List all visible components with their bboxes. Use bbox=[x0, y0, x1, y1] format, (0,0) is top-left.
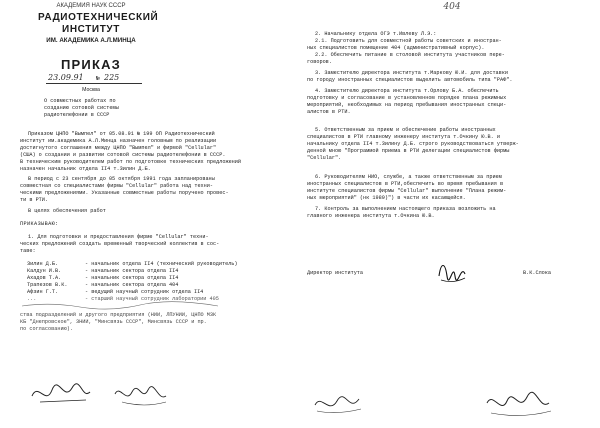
staff-name: Трапезов В.К. bbox=[27, 282, 68, 288]
paragraph-line: Приказом ЦНПО "Вымпел" от 05.08.91 № 199 ОП Радиотехнический bbox=[28, 131, 215, 137]
number-handwritten: 225 bbox=[104, 73, 120, 82]
item1-line: 1. Для подготовки и предоставления фирме "Cellular" техни- bbox=[28, 234, 209, 240]
right-line: алистов в РТИ. bbox=[307, 109, 351, 115]
paragraph-line: ческими предложениями. Указанные совместные работы поручено провес- bbox=[20, 190, 229, 196]
staff-row bbox=[27, 268, 178, 275]
right-line: ных мероприятий" (нк 1989)") в части их касающейся. bbox=[307, 195, 466, 201]
right-line: говоров. bbox=[307, 59, 332, 65]
paragraph-line: институт им.академика А.Л.Минца назначен головным по реализации bbox=[20, 138, 217, 144]
subject-line-1: созданию сотовой системы bbox=[44, 105, 119, 111]
signature-name: В.К.Слока bbox=[523, 270, 552, 276]
date-handwritten: 23.09.91 bbox=[48, 73, 84, 82]
staff-row bbox=[27, 261, 238, 268]
staff-role: - старший научный сотрудник лаборатории 405 bbox=[85, 296, 219, 302]
staff-name: Ахадов Т.А. bbox=[27, 275, 62, 281]
right-line: 7. Контроль за выполнением настоящего приказа возложить на bbox=[315, 206, 496, 212]
staff-row bbox=[27, 289, 203, 296]
tail-line: КБ "Днепровское", ЗНИИ, "Минсвязь СССР", Минсвязь СССР и пр. bbox=[20, 319, 207, 325]
right-line: 2. Начальнику отдела ОГЭ т.Ивлеву Л.Э.: bbox=[315, 31, 437, 37]
paragraph-line: совместная со специалистами фирмы "Cellular" работа над техни- bbox=[20, 183, 214, 189]
right-line: мероприятий, необходимых на период пребывания иностранных специ- bbox=[307, 102, 507, 108]
staff-name: Калдун И.В. bbox=[27, 268, 62, 274]
staff-row bbox=[27, 282, 178, 289]
paragraph-line: (США) о создании и развитии сотовой системы радиотелефонии в СССР. bbox=[20, 152, 226, 158]
item1-line: ческих предложений создать временный творческий коллектив в сос- bbox=[20, 241, 220, 247]
right-line: подготовку и согласование в установленном порядке плана режимных bbox=[307, 95, 507, 101]
right-line: 2.2. Обеспечить питание в столовой института участников пере- bbox=[315, 52, 505, 58]
staff-role: - начальник сектора отдела II4 bbox=[85, 275, 179, 281]
paragraph-line: В техническим руководителем работ по подготовке технических предложений bbox=[20, 159, 242, 165]
approval-signatures bbox=[20, 372, 310, 422]
right-line: 6. Руководителям НИО, службе, а также ответственным за прием bbox=[315, 174, 502, 180]
right-line: начальнику отдела II4 т.Зилину Д.Б. строго руководствоваться утверж- bbox=[307, 141, 519, 147]
institute-name-line1: РАДИОТЕХНИЧЕСКИЙ bbox=[38, 12, 159, 23]
subject-line-0: О совместных работах по bbox=[44, 98, 116, 104]
right-line: главного инженера института т.Очкина Ю.В. bbox=[307, 213, 435, 219]
staff-role: - начальник сектора отдела 404 bbox=[85, 282, 179, 288]
doc-type-title: ПРИКАЗ bbox=[60, 57, 122, 72]
right-column bbox=[307, 0, 597, 428]
institute-named-after: ИМ. АКАДЕМИКА А.Л.МИНЦА bbox=[46, 37, 136, 44]
staff-row bbox=[27, 275, 178, 282]
city: Москва bbox=[82, 87, 100, 93]
signature-title: Директор института bbox=[307, 270, 364, 276]
staff-name: ... bbox=[27, 296, 37, 302]
right-line: 2.1. Подготовить для совместной работы советских и иностран- bbox=[315, 38, 502, 44]
academy-name: АКАДЕМИЯ НАУК СССР bbox=[56, 3, 126, 9]
staff-name: Зилин Д.Б. bbox=[27, 261, 59, 267]
staff-role: - начальник отдела II4 (технический руководитель) bbox=[85, 261, 238, 267]
tail-line: по согласованию). bbox=[20, 326, 73, 332]
right-line: 5. Ответственным за прием и обеспечение работы иностранных bbox=[315, 127, 496, 133]
item1-line: таве: bbox=[20, 248, 36, 254]
date-number-line bbox=[46, 74, 142, 84]
paragraph-line: назначен начальник отдела II4 т.Зилин Д.Б. bbox=[20, 166, 151, 172]
paragraph-line: ти в РТИ. bbox=[20, 197, 49, 203]
right-line: институте специалистов фирмы "Cellular" выполнение "Плана режим- bbox=[307, 188, 507, 194]
staff-role: - ведущий научный сотрудник отдела II4 bbox=[85, 289, 204, 295]
staff-name: Афзин Г.Т. bbox=[27, 289, 59, 295]
right-line: специалистов в РТИ главному инженеру института т.Очкину Ю.В. и bbox=[307, 134, 501, 140]
right-line: ных специалистов помещение 404 (административный корпус). bbox=[307, 45, 485, 51]
right-line: 3. Заместителю директора института т.Маркову Ю.И. для доставки bbox=[315, 70, 509, 76]
scribble-mark bbox=[20, 300, 220, 312]
right-line: по городу иностранных специалистов выделить автомобиль типа "РАФ". bbox=[307, 77, 513, 83]
director-signature bbox=[435, 258, 469, 286]
subject-line-2: радиотелефонии в СССР bbox=[44, 112, 110, 118]
right-line: "Cellular". bbox=[307, 155, 342, 161]
number-prefix: № bbox=[96, 75, 100, 82]
paragraph-line: достигнутого соглашения между ЦНПО "Вымпел" и фирмой "Cellular" bbox=[20, 145, 217, 151]
tail-line: ства подразделений и другого предприятия (НИИ, ЛПУНИИ, ЦНПО МЗК bbox=[20, 312, 217, 318]
paragraph-line: В целях обеспечения работ bbox=[28, 208, 106, 214]
order-word: ПРИКАЗЫВАЮ: bbox=[20, 221, 59, 227]
right-line: 4. Заместителю директора института т.Орлову Б.А. обеспечить bbox=[315, 88, 499, 94]
page-number: 404 bbox=[443, 2, 461, 12]
left-column bbox=[10, 0, 302, 428]
approval-signatures-right bbox=[307, 385, 597, 425]
right-line: иностранных специалистов в РТИ,обеспечить во время пребывания в bbox=[307, 181, 504, 187]
paragraph-line: В период с 23 сентября до 05 октября 1991 года запланированы bbox=[28, 176, 215, 182]
staff-role: - начальник сектора отдела II4 bbox=[85, 268, 179, 274]
right-line: денной мною "Программой приема в РТИ делегации специалистов фирмы bbox=[307, 148, 510, 154]
institute-name-line2: ИНСТИТУТ bbox=[62, 24, 120, 35]
